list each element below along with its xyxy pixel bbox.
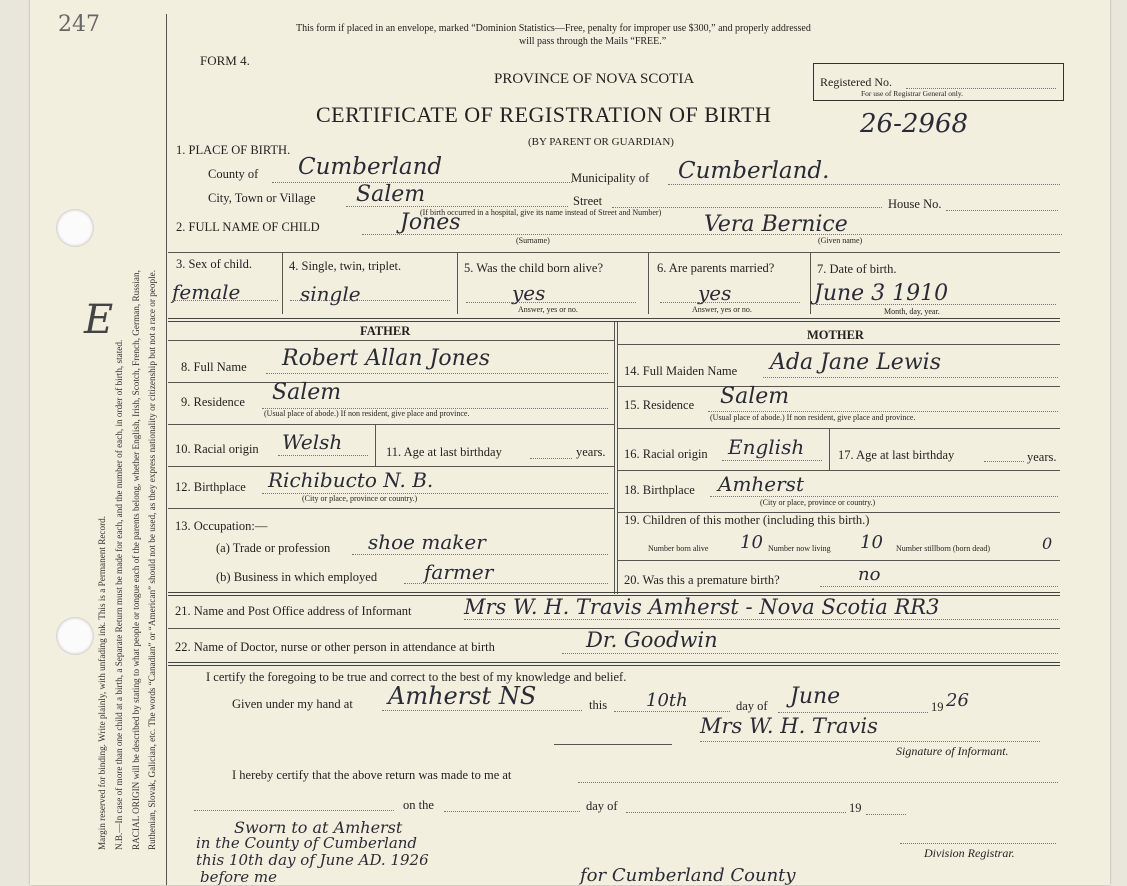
mother-residence-line [708, 411, 1058, 412]
mother-racial-value: English [728, 435, 805, 459]
born-alive-line [466, 302, 636, 303]
mother-rule [618, 428, 1060, 429]
father-trade-value: shoe maker [368, 530, 486, 554]
page-title: CERTIFICATE OF REGISTRATION OF BIRTH [316, 102, 772, 127]
father-age-label: 11. Age at last birthday [386, 445, 502, 459]
mother-rule [618, 560, 1060, 561]
hospital-note: (If birth occurred in a hospital, give its name instead of Street and Number) [420, 208, 662, 217]
punch-hole [56, 617, 94, 655]
doctor-label: 22. Name of Doctor, nurse or other person in attendance at birth [175, 640, 495, 654]
margin-rule [166, 14, 167, 885]
father-residence-value: Salem [272, 380, 342, 405]
father-name-value: Robert Allan Jones [282, 346, 491, 371]
mother-birthplace-value: Amherst [718, 472, 804, 496]
living-count-value: 10 [860, 532, 883, 553]
child-name-label: 2. FULL NAME OF CHILD [176, 220, 320, 234]
sex-line [172, 300, 278, 301]
certify-year-value: 26 [946, 690, 969, 711]
informant-label: 21. Name and Post Office address of Informant [175, 604, 412, 618]
certify-month-line [778, 712, 928, 713]
born-alive-count-label: Number born alive [648, 544, 709, 553]
certify-day-value: 10th [646, 690, 688, 711]
mother-racial-line [722, 460, 822, 461]
municipality-value: Cumberland. [678, 158, 830, 184]
county-label: County of [208, 167, 259, 181]
row3-divider [282, 252, 283, 314]
father-rule [168, 424, 614, 425]
province-heading: PROVINCE OF NOVA SCOTIA [494, 71, 695, 87]
registrar-blank-line [194, 810, 394, 811]
birth-date-value: June 3 1910 [814, 281, 949, 306]
mother-birthplace-line [710, 496, 1058, 497]
surname-note: (Surname) [516, 236, 550, 245]
header-notice-2: will pass through the Mails “FREE.” [519, 36, 667, 47]
informant-signature-line [700, 741, 1040, 742]
registrar-day-of-label: day of [586, 799, 618, 813]
mother-rule [618, 470, 1060, 471]
sworn-note-line: Sworn to at Amherst [234, 818, 403, 837]
mother-heading: MOTHER [807, 328, 864, 342]
city-value: Salem [356, 182, 426, 207]
sworn-signature: for Cumberland County [580, 865, 796, 886]
father-heading: FATHER [360, 324, 411, 338]
place-of-birth-label: 1. PLACE OF BIRTH. [176, 143, 291, 157]
mother-children-label: 19. Children of this mother (including this birth.) [624, 513, 870, 527]
municipality-label: Municipality of [571, 171, 650, 185]
registrar-statement: I hereby certify that the above return was made to me at [232, 768, 512, 782]
father-occupation-label: 13. Occupation:— [175, 519, 268, 533]
child-given-value: Vera Bernice [704, 212, 848, 237]
parents-divider [614, 322, 615, 594]
mother-rule [618, 386, 1060, 387]
mother-name-line [763, 377, 1058, 378]
father-trade-label: (a) Trade or profession [216, 541, 331, 555]
born-alive-note: Answer, yes or no. [518, 305, 578, 314]
living-count-label: Number now living [768, 544, 831, 553]
certify-this-label: this [589, 698, 608, 712]
registrar-year-prefix: 19 [849, 801, 862, 815]
mother-residence-note: (Usual place of abode.) If non resident, give place and province. [710, 413, 916, 422]
parents-married-label: 6. Are parents married? [657, 261, 775, 275]
registrar-year-line [866, 814, 906, 815]
mother-name-value: Ada Jane Lewis [770, 350, 941, 375]
mother-age-line [984, 461, 1024, 462]
birth-date-line [816, 304, 1056, 305]
father-business-label: (b) Business in which employed [216, 570, 378, 584]
father-heading-rule [168, 340, 614, 341]
mother-residence-label: 15. Residence [624, 398, 695, 412]
premature-value: no [858, 564, 881, 585]
certify-year-prefix: 19 [931, 700, 944, 714]
certify-dayof-label: day of [736, 699, 768, 713]
stillborn-count-label: Number stillborn (born dead) [896, 544, 990, 553]
registrar-day-line [444, 811, 580, 812]
premature-label: 20. Was this a premature birth? [624, 573, 780, 587]
plurality-line [290, 300, 450, 301]
premature-line [820, 586, 1058, 587]
mother-heading-rule [618, 344, 1060, 345]
father-birthplace-note: (City or place, province or country.) [302, 494, 418, 503]
mother-birthplace-label: 18. Birthplace [624, 483, 695, 497]
informant-signature: Mrs W. H. Travis [700, 714, 878, 738]
father-age-unit: years. [576, 445, 606, 459]
certify-short-rule [554, 744, 672, 745]
margin-note-multiple-births: N.B.—In case of more than one child at a birth, a Separate Return must be made for each, and the number of each, in order of birth, stated. [114, 339, 124, 850]
father-racial-value: Welsh [282, 430, 343, 454]
certify-place-line [382, 710, 582, 711]
header-notice: This form if placed in an envelope, marked “Dominion Statistics—Free, penalty for improper use $300,” and properly addressed [296, 23, 811, 34]
street-label: Street [573, 194, 603, 208]
informant-line [464, 619, 1058, 620]
informant-value: Mrs W. H. Travis Amherst - Nova Scotia RR3 [464, 595, 940, 619]
certify-month-value: June [790, 684, 841, 709]
father-rule [168, 466, 614, 467]
county-value: Cumberland [298, 154, 443, 180]
registered-no-label: Registered No. [820, 75, 892, 89]
father-birthplace-value: Richibucto N. B. [268, 468, 434, 492]
informant-signature-label: Signature of Informant. [896, 744, 1009, 758]
margin-note-racial-origin-2: Ruthenian, Slovak, Galician, etc. The words “Canadian” or “American” should not be used, as they express nationality or citizenship but not a race or people. [147, 270, 157, 850]
row3-top-rule [168, 252, 1060, 253]
mother-age-label: 17. Age at last birthday [838, 448, 955, 462]
given-under-hand-label: Given under my hand at [232, 697, 353, 711]
certify-statement: I certify the foregoing to be true and correct to the best of my knowledge and belief. [206, 670, 627, 684]
sworn-note-line: before me [200, 868, 277, 886]
father-name-label: 8. Full Name [181, 360, 247, 374]
born-alive-count-value: 10 [740, 532, 763, 553]
registrar-signature-label: Division Registrar. [924, 846, 1015, 860]
sex-value: female [172, 280, 241, 304]
registered-no-value: 26-2968 [860, 109, 969, 139]
father-racial-label: 10. Racial origin [175, 442, 259, 456]
mother-age-unit: years. [1027, 450, 1057, 464]
birth-date-note: Month, day, year. [884, 307, 940, 316]
father-residence-note: (Usual place of abode.) If non resident, give place and province. [264, 409, 470, 418]
mother-racial-divider [829, 428, 830, 470]
parents-married-note: Answer, yes or no. [692, 305, 752, 314]
page-subtitle: (BY PARENT OR GUARDIAN) [528, 136, 674, 148]
certify-day-line [614, 711, 730, 712]
margin-note-racial-origin: RACIAL ORIGIN will be described by stating to what people or tongue each of the parents belong, whether English, Irish, Scotch, French, German, Russian, [131, 270, 141, 850]
parents-married-value: yes [698, 281, 732, 305]
archive-number: 247 [58, 12, 100, 37]
father-racial-divider [375, 424, 376, 466]
row3-divider [648, 252, 649, 314]
sex-label: 3. Sex of child. [176, 257, 253, 271]
parents-married-line [660, 302, 800, 303]
mother-name-label: 14. Full Maiden Name [624, 364, 738, 378]
registered-no-note: For use of Registrar General only. [861, 89, 963, 98]
father-rule [168, 382, 614, 383]
mother-racial-label: 16. Racial origin [624, 447, 708, 461]
registrar-on-the-label: on the [403, 798, 434, 812]
registrar-month-line [626, 812, 846, 813]
father-name-line [266, 373, 608, 374]
given-name-note: (Given name) [818, 236, 863, 245]
plurality-value: single [300, 282, 361, 306]
margin-initial: E [84, 297, 114, 343]
row3-divider [810, 252, 811, 314]
house-no-label: House No. [888, 197, 942, 211]
house-no-line [946, 210, 1058, 211]
stillborn-count-value: 0 [1042, 534, 1053, 553]
row3-divider [457, 252, 458, 314]
certify-top-rule [168, 662, 1060, 666]
doctor-line [562, 653, 1058, 654]
punch-hole [56, 209, 94, 247]
margin-note-binding: Margin reserved for binding. Write plainly, with unfading ink. This is a Permanent Record. [97, 515, 107, 850]
birth-date-label: 7. Date of birth. [817, 262, 897, 276]
plurality-label: 4. Single, twin, triplet. [289, 259, 402, 273]
father-birthplace-label: 12. Birthplace [175, 480, 246, 494]
father-rule [168, 508, 614, 509]
doctor-value: Dr. Goodwin [586, 628, 718, 652]
municipality-line [668, 184, 1060, 185]
mother-residence-value: Salem [720, 384, 790, 409]
city-label: City, Town or Village [208, 191, 316, 205]
father-racial-line [278, 455, 368, 456]
father-age-line [530, 458, 572, 459]
mother-birthplace-note: (City or place, province or country.) [760, 498, 876, 507]
form-number: FORM 4. [200, 53, 250, 68]
parents-divider [617, 322, 618, 594]
registrar-place-line [578, 782, 1058, 783]
sworn-note-line: in the County of Cumberland [196, 834, 418, 852]
father-business-value: farmer [424, 560, 494, 584]
father-residence-label: 9. Residence [181, 395, 245, 409]
certify-place-value: Amherst NS [388, 682, 537, 710]
child-surname-value: Jones [400, 210, 461, 235]
registrar-signature-line [900, 843, 1056, 844]
born-alive-value: yes [512, 281, 546, 305]
born-alive-label: 5. Was the child born alive? [464, 261, 604, 275]
father-trade-line [352, 554, 608, 555]
sworn-note-line: this 10th day of June AD. 1926 [196, 851, 429, 869]
